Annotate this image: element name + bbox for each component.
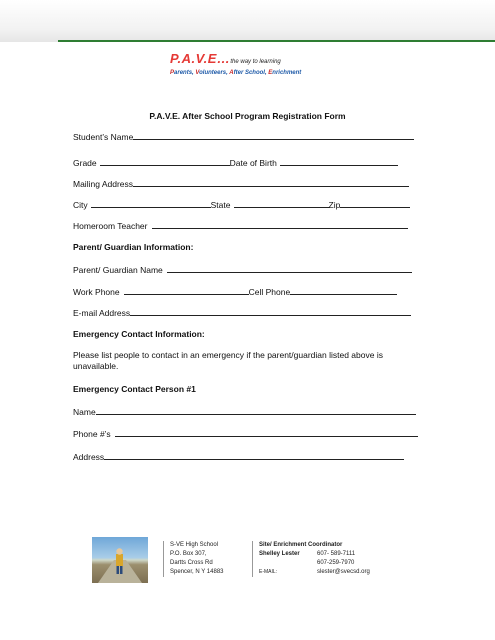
school-address	[163, 541, 224, 577]
mailing-address-label: Mailing Address	[73, 179, 134, 189]
city-label: City	[73, 200, 88, 210]
header-rule	[58, 40, 495, 42]
homeroom-teacher-row	[73, 220, 408, 231]
contact-name-row	[73, 406, 416, 417]
logo-word: olunteers,	[199, 70, 230, 76]
parent-guardian-heading: Parent/ Guardian Information:	[73, 242, 194, 252]
contact-name-field[interactable]	[96, 406, 416, 415]
contact-address-field[interactable]	[104, 451, 404, 460]
student-name-label: Student’s Name	[73, 132, 134, 142]
email-label: E-mail Address	[73, 308, 131, 318]
parent-name-row	[73, 264, 412, 275]
work-phone-field[interactable]	[124, 286, 249, 295]
homeroom-teacher-field[interactable]	[152, 220, 408, 229]
city-state-zip-row	[73, 199, 410, 210]
logo-word: nrichment	[272, 70, 302, 76]
logo-initial: A	[229, 70, 234, 76]
grade-dob-row	[73, 157, 398, 168]
cell-phone-label: Cell Phone	[248, 287, 291, 297]
coordinator-role: Site/ Enrichment Coordinator	[259, 542, 343, 548]
form-title: P.A.V.E. After School Program Registration Form	[149, 111, 346, 121]
student-name-field[interactable]	[133, 131, 414, 140]
mailing-address-row	[73, 178, 409, 189]
work-phone-label: Work Phone	[73, 287, 120, 297]
student-name-row	[73, 131, 414, 142]
contact-address-row	[73, 451, 404, 462]
logo-initial: E	[268, 70, 273, 76]
state-label: State	[210, 200, 231, 210]
state-field[interactable]	[234, 199, 329, 208]
contact-phones-field[interactable]	[115, 428, 418, 437]
coordinator-name: Shelley Lester	[259, 551, 300, 557]
school-po-box: P.O. Box 307,	[170, 551, 207, 557]
logo-tagline: the way to learning	[230, 59, 281, 65]
logo-expansion	[170, 70, 301, 76]
school-street: Dartts Cross Rd	[170, 560, 213, 566]
mailing-address-field[interactable]	[133, 178, 409, 187]
city-field[interactable]	[91, 199, 211, 208]
grade-field[interactable]	[100, 157, 230, 166]
school-city-state: Spencer, N Y 14883	[170, 569, 224, 575]
homeroom-teacher-label: Homeroom Teacher	[73, 221, 148, 231]
contact-phones-row	[73, 428, 418, 439]
coordinator-phone2: 607-259-7970	[317, 560, 355, 566]
emergency-instructions: Please list people to contact in an emergency if the parent/guardian listed above is unavailable.	[73, 350, 383, 371]
zip-label: Zip	[328, 200, 341, 210]
parent-name-label: Parent/ Guardian Name	[73, 265, 163, 275]
cell-phone-field[interactable]	[290, 286, 397, 295]
email-row	[73, 307, 411, 318]
header-band	[0, 0, 495, 42]
coordinator-email[interactable]: slester@svecsd.org	[317, 569, 370, 575]
contact-address-label: Address	[73, 452, 105, 462]
phone-row	[73, 286, 397, 297]
dob-field[interactable]	[280, 157, 398, 166]
zip-field[interactable]	[340, 199, 410, 208]
logo-initial: V	[195, 70, 200, 76]
coordinator-phone1: 607- 589-7111	[317, 551, 356, 557]
emergency-contact-heading: Emergency Contact Information:	[73, 329, 205, 339]
coordinator-contact	[252, 541, 370, 577]
grade-label: Grade	[73, 158, 97, 168]
school-name: S-VE High School	[170, 542, 219, 548]
contact1-heading: Emergency Contact Person #1	[73, 384, 196, 394]
email-label-footer: E-MAIL:	[259, 569, 278, 575]
logo-word: fter School,	[233, 70, 269, 76]
email-field[interactable]	[130, 307, 411, 316]
pave-logo	[170, 52, 301, 76]
logo-title: P.A.V.E…	[170, 51, 231, 66]
parent-name-field[interactable]	[167, 264, 412, 273]
photo-image	[92, 537, 148, 583]
dob-label: Date of Birth	[229, 158, 277, 168]
logo-word: arents,	[174, 70, 196, 76]
child-on-road-photo	[92, 537, 148, 583]
contact-name-label: Name	[73, 407, 96, 417]
logo-initial: P	[170, 70, 175, 76]
contact-phones-label: Phone #’s	[73, 429, 111, 439]
